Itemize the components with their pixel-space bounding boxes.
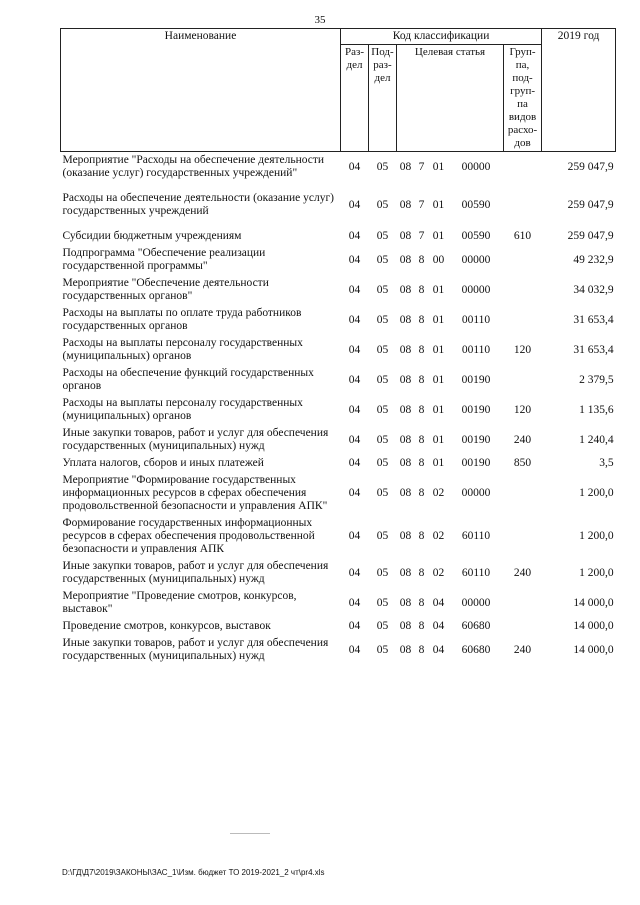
- row-code-3: 7: [418, 160, 425, 173]
- row-code-4: 01: [432, 403, 445, 416]
- header-row-1: [61, 29, 616, 45]
- row-amount: 2 379,5: [579, 373, 614, 386]
- row-code-4: 01: [432, 433, 445, 446]
- row-code-4: 01: [432, 343, 445, 356]
- row-code-5: 60110: [461, 530, 491, 542]
- row-code-4: 01: [432, 283, 445, 296]
- row-name: Проведение смотров, конкурсов, выставок: [62, 620, 271, 632]
- row-name: Мероприятие "Формирование государственных информационных ресурсов в сферах обеспечения продовольственной безопасности и управления АПК": [62, 474, 328, 512]
- row-code-0: 04: [348, 283, 361, 296]
- row-code-6: [504, 182, 542, 228]
- row-code-6: [504, 472, 542, 515]
- row-code-6: [504, 275, 542, 305]
- row-amount: 1 200,0: [579, 530, 614, 542]
- row-code-1: 05: [376, 283, 389, 296]
- row-code-5: 60110: [461, 566, 491, 579]
- row-code-1: 05: [376, 457, 389, 469]
- row-code-4: 00: [432, 253, 445, 266]
- header-year: 2019 год: [542, 29, 616, 152]
- row-code-6: [504, 618, 542, 635]
- row-code-2: 08: [399, 566, 412, 579]
- row-code-3: 8: [418, 343, 425, 356]
- row-amount: 14 000,0: [573, 620, 614, 632]
- row-code-2: 08: [399, 343, 412, 356]
- table-row: [61, 588, 616, 618]
- row-code-6: 610: [513, 230, 532, 242]
- row-code-2: 08: [399, 373, 412, 386]
- row-name: Расходы на выплаты персоналу государственных (муниципальных) органов: [62, 397, 303, 422]
- row-code-3: 8: [418, 313, 425, 326]
- row-code-5: 60680: [461, 643, 491, 656]
- header-name: Наименование: [61, 29, 341, 152]
- row-code-1: 05: [376, 487, 389, 499]
- row-code-6: 120: [513, 343, 532, 356]
- table-row: [61, 305, 616, 335]
- row-code-3: 8: [418, 566, 425, 579]
- row-code-5: 00110: [461, 343, 491, 356]
- row-code-2: 08: [399, 643, 412, 656]
- row-code-4: 02: [432, 530, 445, 542]
- row-amount: 49 232,9: [573, 253, 614, 266]
- row-code-1: 05: [376, 596, 389, 609]
- row-name: Мероприятие "Расходы на обеспечение деятельности (оказание услуг) государственных учреждений": [62, 154, 325, 179]
- row-code-0: 04: [348, 313, 361, 326]
- row-code-2: 08: [399, 403, 412, 416]
- row-code-3: 8: [418, 373, 425, 386]
- header-group: Груп- па, под- груп- па видов расхо- дов: [504, 45, 542, 152]
- row-code-4: 01: [432, 373, 445, 386]
- row-code-3: 7: [418, 230, 425, 242]
- table-row: [61, 515, 616, 558]
- row-code-3: 8: [418, 643, 425, 656]
- row-code-3: 8: [418, 530, 425, 542]
- row-code-0: 04: [348, 230, 361, 242]
- row-name: Формирование государственных информационных ресурсов в сферах обеспечения продовольственной безопасности и управления АПК: [62, 517, 315, 555]
- row-amount: 1 240,4: [579, 433, 614, 446]
- row-amount: 34 032,9: [573, 283, 614, 296]
- row-amount: 14 000,0: [573, 643, 614, 656]
- row-name: Субсидии бюджетным учреждениям: [62, 230, 242, 242]
- row-code-6: 240: [513, 566, 532, 579]
- row-code-4: 01: [432, 230, 445, 242]
- table-row: [61, 245, 616, 275]
- row-code-6: 850: [513, 457, 532, 469]
- row-code-1: 05: [376, 433, 389, 446]
- row-code-0: 04: [348, 343, 361, 356]
- row-code-5: 00190: [461, 433, 491, 446]
- row-code-5: 00110: [461, 313, 491, 326]
- row-amount: 259 047,9: [567, 230, 614, 242]
- row-code-3: 8: [418, 457, 425, 469]
- row-amount: 1 200,0: [579, 487, 614, 499]
- row-name: Иные закупки товаров, работ и услуг для обеспечения государственных (муниципальных) нужд: [62, 560, 329, 585]
- row-amount: 1 200,0: [579, 566, 614, 579]
- row-code-0: 04: [348, 530, 361, 542]
- row-code-5: 00190: [461, 403, 491, 416]
- row-code-3: 8: [418, 620, 425, 632]
- row-code-2: 08: [399, 283, 412, 296]
- row-code-2: 08: [399, 433, 412, 446]
- row-code-3: 8: [418, 403, 425, 416]
- row-code-3: 8: [418, 433, 425, 446]
- scan-artifact-line: [230, 833, 270, 834]
- row-code-2: 08: [399, 230, 412, 242]
- row-code-2: 08: [399, 530, 412, 542]
- row-amount: 31 653,4: [573, 313, 614, 326]
- table-row: [61, 228, 616, 245]
- row-amount: 3,5: [599, 457, 614, 469]
- table-row: [61, 558, 616, 588]
- row-code-1: 05: [376, 198, 389, 211]
- row-code-0: 04: [348, 253, 361, 266]
- row-code-6: [504, 152, 542, 183]
- row-code-4: 04: [432, 596, 445, 609]
- row-name: Расходы на обеспечение деятельности (оказание услуг) государственных учреждений: [62, 192, 334, 217]
- row-name: Расходы на обеспечение функций государственных органов: [62, 367, 314, 392]
- table-row: [61, 335, 616, 365]
- row-code-2: 08: [399, 620, 412, 632]
- header-podrazdel: Под- раз- дел: [369, 45, 397, 152]
- row-name: Иные закупки товаров, работ и услуг для обеспечения государственных (муниципальных) нужд: [62, 637, 329, 662]
- page-number: 35: [314, 14, 326, 26]
- row-code-1: 05: [376, 530, 389, 542]
- row-code-3: 8: [418, 596, 425, 609]
- row-code-5: 00590: [461, 230, 491, 242]
- row-code-5: 00590: [461, 198, 491, 211]
- row-code-5: 00190: [461, 373, 491, 386]
- row-code-1: 05: [376, 373, 389, 386]
- row-code-1: 05: [376, 620, 389, 632]
- row-amount: 31 653,4: [573, 343, 614, 356]
- row-code-1: 05: [376, 253, 389, 266]
- row-code-4: 02: [432, 566, 445, 579]
- row-code-5: 00000: [461, 596, 491, 609]
- row-code-5: 00000: [461, 160, 491, 173]
- table-row: [61, 275, 616, 305]
- row-code-1: 05: [376, 403, 389, 416]
- table-row: [61, 152, 616, 183]
- row-amount: 259 047,9: [567, 198, 614, 211]
- row-code-6: [504, 245, 542, 275]
- table-row: [61, 455, 616, 472]
- row-code-1: 05: [376, 230, 389, 242]
- row-code-5: 00000: [461, 487, 491, 499]
- row-code-6: [504, 515, 542, 558]
- row-code-4: 04: [432, 643, 445, 656]
- row-code-5: 60680: [461, 620, 491, 632]
- row-code-0: 04: [348, 373, 361, 386]
- row-code-2: 08: [399, 487, 412, 499]
- row-code-0: 04: [348, 620, 361, 632]
- row-code-6: 240: [513, 433, 532, 446]
- table-row: [61, 635, 616, 665]
- row-code-4: 04: [432, 620, 445, 632]
- table-row: [61, 395, 616, 425]
- table-row: [61, 365, 616, 395]
- row-code-6: 240: [513, 643, 532, 656]
- budget-table: [60, 28, 616, 665]
- row-code-3: 8: [418, 487, 425, 499]
- row-code-4: 01: [432, 457, 445, 469]
- row-code-1: 05: [376, 313, 389, 326]
- row-code-1: 05: [376, 343, 389, 356]
- row-code-1: 05: [376, 160, 389, 173]
- row-code-6: 120: [513, 403, 532, 416]
- row-code-4: 01: [432, 313, 445, 326]
- row-code-0: 04: [348, 596, 361, 609]
- row-code-2: 08: [399, 596, 412, 609]
- row-code-0: 04: [348, 643, 361, 656]
- row-name: Подпрограмма "Обеспечение реализации государственной программы": [62, 247, 266, 272]
- row-code-1: 05: [376, 643, 389, 656]
- row-code-6: [504, 305, 542, 335]
- row-code-5: 00000: [461, 283, 491, 296]
- header-razdel: Раз- дел: [341, 45, 369, 152]
- row-amount: 14 000,0: [573, 596, 614, 609]
- table-row: [61, 618, 616, 635]
- row-code-4: 01: [432, 198, 445, 211]
- row-code-2: 08: [399, 160, 412, 173]
- row-code-2: 08: [399, 313, 412, 326]
- row-code-2: 08: [399, 457, 412, 469]
- row-code-3: 8: [418, 283, 425, 296]
- row-code-5: 00190: [461, 457, 491, 469]
- header-code: Код классификации: [341, 29, 542, 45]
- row-code-2: 08: [399, 253, 412, 266]
- row-code-2: 08: [399, 198, 412, 211]
- row-name: Расходы на выплаты персоналу государственных (муниципальных) органов: [62, 337, 303, 362]
- row-code-4: 02: [432, 487, 445, 499]
- row-amount: 1 135,6: [579, 403, 614, 416]
- row-code-0: 04: [348, 566, 361, 579]
- row-code-0: 04: [348, 160, 361, 173]
- row-name: Уплата налогов, сборов и иных платежей: [62, 457, 264, 469]
- row-code-0: 04: [348, 457, 361, 469]
- table-row: [61, 182, 616, 228]
- row-code-0: 04: [348, 198, 361, 211]
- table-body: [61, 152, 616, 666]
- row-code-3: 7: [418, 198, 425, 211]
- row-code-1: 05: [376, 566, 389, 579]
- file-path-footer: D:\ГД\Д7\2019\ЗАКОНЫ\ЗАС_1\Изм. бюджет ТО 2019-2021_2 чт\pr4.xls: [62, 868, 325, 877]
- row-code-5: 00000: [461, 253, 491, 266]
- row-name: Иные закупки товаров, работ и услуг для обеспечения государственных (муниципальных) нужд: [62, 427, 329, 452]
- row-code-0: 04: [348, 403, 361, 416]
- table-row: [61, 472, 616, 515]
- row-name: Мероприятие "Проведение смотров, конкурсов, выставок": [62, 590, 297, 615]
- table-row: [61, 425, 616, 455]
- row-code-0: 04: [348, 487, 361, 499]
- row-code-6: [504, 588, 542, 618]
- row-code-3: 8: [418, 253, 425, 266]
- row-name: Расходы на выплаты по оплате труда работников государственных органов: [62, 307, 302, 332]
- row-amount: 259 047,9: [567, 160, 614, 173]
- row-code-4: 01: [432, 160, 445, 173]
- row-code-6: [504, 365, 542, 395]
- header-target: Целевая статья: [397, 45, 504, 152]
- row-name: Мероприятие "Обеспечение деятельности государственных органов": [62, 277, 269, 302]
- row-code-0: 04: [348, 433, 361, 446]
